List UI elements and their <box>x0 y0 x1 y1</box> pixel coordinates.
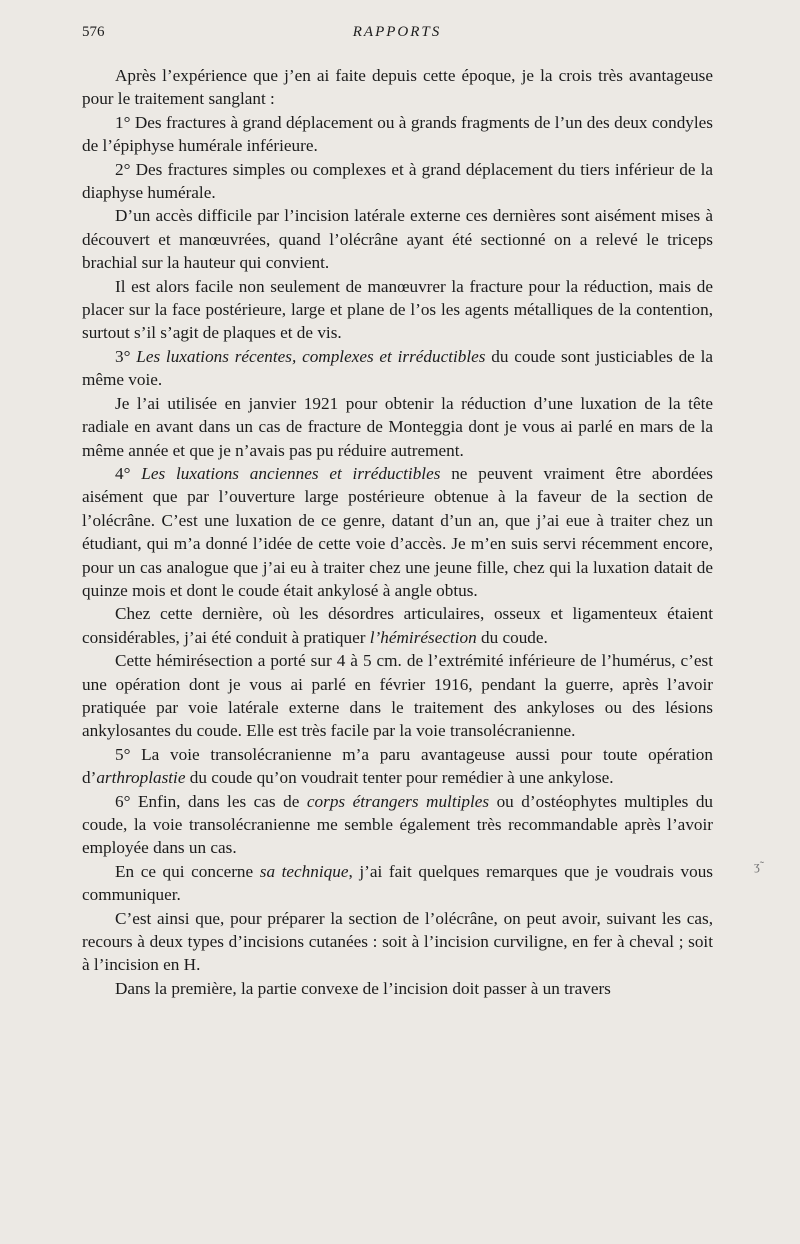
text-run: 2° Des fractures simples ou complexes et à grand déplacement du tiers inférieur de la diaphyse humérale. <box>82 159 713 203</box>
paragraph <box>82 743 713 790</box>
text-run: Après l’expérience que j’en ai faite depuis cette époque, je la crois très avantageuse pour le traitement sanglant : <box>82 66 713 109</box>
body-text <box>82 64 713 1000</box>
italic-run: Les luxations récentes, complexes et irréductibles <box>136 346 486 366</box>
paragraph <box>82 602 713 649</box>
text-run: Cette hémirésection a porté sur 4 à 5 cm. de l’extrémité inférieure de l’humérus, c’est une opération dont je vous ai parlé en février 1916, pendant la guerre, après l’avoir pratiquée par voie latérale externe dans le traitement des ankyloses ou des lésions ankylosantes du coude. Elle est très facile par la voie transolécranienne. <box>82 651 713 741</box>
text-run: ou d’ostéophytes multiples du coude, la voie transolécranienne me semble également très recommandable après l’avoir employée dans un cas. <box>82 791 714 858</box>
paragraph <box>82 392 713 462</box>
text-run: C’est ainsi que, pour préparer la section de l’olécrâne, on peut avoir, suivant les cas, recours à deux types d’incisions cutanées : soit à l’incision curviligne, en fer à cheval ; soit à l’incision en H. <box>82 908 713 975</box>
paragraph <box>82 860 713 907</box>
text-run: , j’ai fait quelques remarques que je voudrais vous communiquer. <box>82 861 713 905</box>
italic-run: sa technique <box>259 861 349 881</box>
paragraph <box>82 345 713 392</box>
text-run: Dans la première, la partie convexe de l’incision doit passer à un travers <box>115 978 611 998</box>
page-stain: ʒ̃ <box>754 858 760 873</box>
paragraph <box>82 462 713 602</box>
text-run: Je l’ai utilisée en janvier 1921 pour obtenir la réduction d’une luxation de la tête radiale en avant dans un cas de fracture de Monteggia dont je vous ai parlé en mars de la même année et que je n’avais pas pu réduire autrement. <box>82 393 713 460</box>
text-run: ne peuvent vraiment être abordées aisément que par l’ouverture large postérieure obtenue à la faveur de la section de l’olécrâne. C’est une luxation de ce genre, datant d’un an, que j’ai eue à traiter chez un étudiant, qui m’a donné l’idée de cette voie d’accès. Je m’en suis servi récemment encore, pour un cas analogue que j’ai eu à traiter chez une jeune fille, chez qui la luxation datait de quinze mois et dont le coude était ankylosé à angle obtus. <box>82 463 713 600</box>
paragraph <box>82 790 713 860</box>
text-run: du coude qu’on voudrait tenter pour remédier à une ankylose. <box>185 768 614 788</box>
text-run: En ce qui concerne <box>115 861 260 881</box>
text-run: 4° <box>115 463 142 483</box>
italic-run: arthroplastie <box>96 768 186 788</box>
text-run: 6° Enfin, dans les cas de <box>115 791 307 811</box>
running-header <box>82 24 712 48</box>
running-title: RAPPORTS <box>352 24 442 40</box>
italic-run: l’hémirésection <box>369 627 477 647</box>
text-run: du coude sont justiciables de la même voie. <box>82 346 713 390</box>
paragraph <box>82 111 713 158</box>
paragraph <box>82 64 713 111</box>
paragraph <box>82 275 713 345</box>
italic-run: Les luxations anciennes et irréductibles <box>141 463 441 483</box>
text-run: D’un accès difficile par l’incision latérale externe ces dernières sont aisément mises à découvert et manœuvrées, quand l’olécrâne ayant été sectionné on a relevé le triceps brachial sur la hauteur qui convient. <box>82 206 713 273</box>
text-run: 5° La voie transolécranienne m’a paru avantageuse aussi pour toute opération d’ <box>82 744 713 788</box>
text-run: Chez cette dernière, où les désordres articulaires, osseux et ligamenteux étaient considérables, j’ai été conduit à pratiquer <box>82 604 713 647</box>
italic-run: corps étrangers multiples <box>306 791 490 811</box>
paragraph <box>82 977 713 1000</box>
page-number: 576 <box>82 24 105 40</box>
text-run: Il est alors facile non seulement de manœuvrer la fracture pour la réduction, mais de placer sur la face postérieure, large et plane de l’os les agents métalliques de la contention, surtout s’il s’agit de plaques et de vis. <box>82 276 713 343</box>
paragraph <box>82 649 713 743</box>
text-run: 3° <box>115 346 137 366</box>
text-run: du coude. <box>476 627 548 647</box>
paragraph <box>82 158 713 205</box>
paragraph <box>82 204 713 274</box>
text-run: 1° Des fractures à grand déplacement ou à grands fragments de l’un des deux condyles de l’épiphyse humérale inférieure. <box>82 112 713 156</box>
paragraph <box>82 907 713 977</box>
